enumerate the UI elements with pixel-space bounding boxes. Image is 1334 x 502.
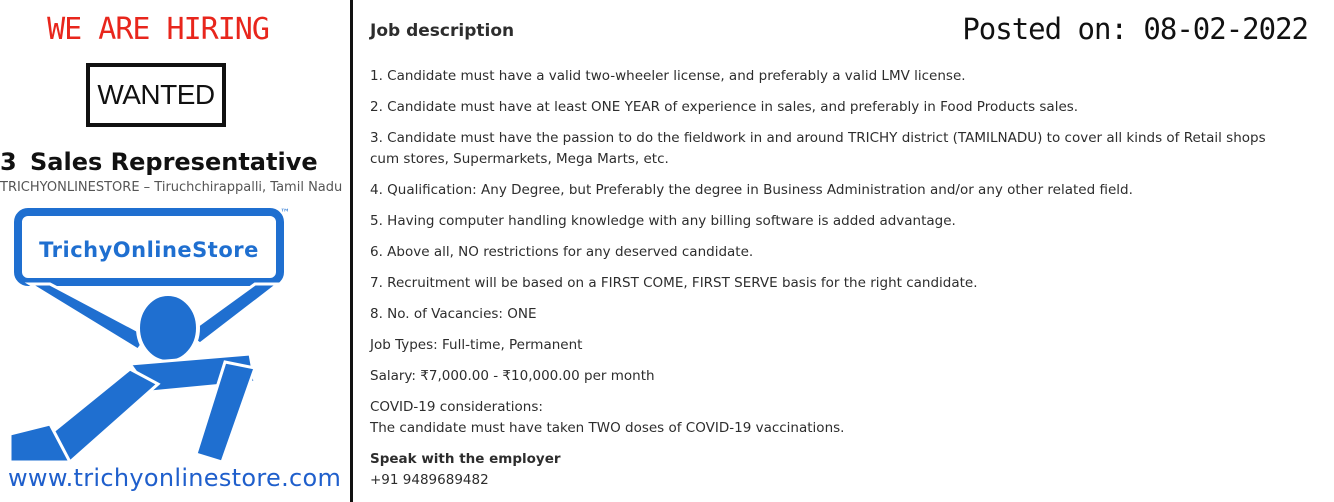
logo-left-arm: [30, 284, 148, 350]
wanted-box: WANTED: [86, 63, 226, 127]
requirements-list: [370, 66, 1270, 491]
store-logo: [10, 204, 300, 464]
hiring-heading: WE ARE HIRING: [47, 12, 269, 47]
trademark-symbol: ™: [280, 208, 290, 219]
phone-number[interactable]: +91 9489689482: [370, 472, 489, 488]
salary: Salary: ₹7,000.00 - ₹10,000.00 per month: [370, 368, 655, 384]
job-types: Job Types: Full-time, Permanent: [370, 337, 583, 353]
company-location: TRICHYONLINESTORE – Tiruchchirappalli, Tamil Nadu: [0, 180, 343, 195]
requirement-item: 8. No. of Vacancies: ONE: [370, 306, 537, 322]
requirement-item: 2. Candidate must have at least ONE YEAR of experience in sales, and preferably in Food Products sales.: [370, 99, 1079, 115]
bullet-number: 3: [0, 148, 17, 176]
logo-right-arm: [186, 284, 278, 344]
logo-head: [138, 294, 198, 362]
contact-section: [370, 449, 1270, 491]
job-description-title: Job description: [370, 21, 515, 41]
covid-text: The candidate must have taken TWO doses of COVID-19 vaccinations.: [370, 420, 845, 436]
website-link[interactable]: www.trichyonlinestore.com: [8, 464, 342, 492]
role-title: Sales Representative: [30, 148, 318, 176]
requirement-item: 6. Above all, NO restrictions for any deserved candidate.: [370, 244, 754, 260]
posted-date: Posted on: 08-02-2022: [962, 12, 1308, 46]
requirement-item: 7. Recruitment will be based on a FIRST COME, FIRST SERVE basis for the right candidate.: [370, 275, 978, 291]
speak-title: Speak with the employer: [370, 451, 561, 467]
left-panel: [0, 0, 350, 502]
requirement-item: 3. Candidate must have the passion to do the fieldwork in and around TRICHY district (TAMILNADU) to cover all kinds of Retail shops cum stores, Supermarkets, Mega Marts, etc.: [370, 130, 1266, 167]
requirement-item: 5. Having computer handling knowledge with any billing software is added advantage.: [370, 213, 956, 229]
covid-title: COVID-19 considerations:: [370, 399, 543, 415]
requirement-item: 1. Candidate must have a valid two-wheeler license, and preferably a valid LMV license.: [370, 68, 966, 84]
panel-divider: [350, 0, 353, 502]
requirement-item: 4. Qualification: Any Degree, but Preferably the degree in Business Administration and/or any other related field.: [370, 182, 1133, 198]
covid-section: [370, 397, 1270, 439]
logo-text: TrichyOnlineStore: [39, 238, 259, 262]
